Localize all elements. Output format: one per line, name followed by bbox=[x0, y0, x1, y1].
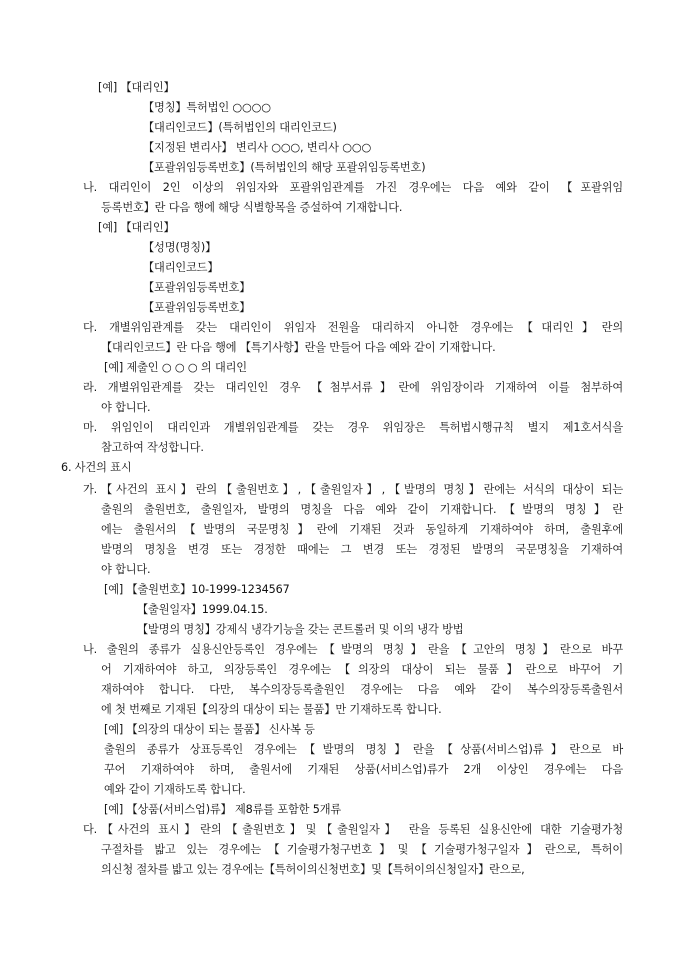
paragraph-ga-line-4: 발명의 명칭을 변경 또는 경정한 때에는 그 변경 또는 경정된 발명의 국문명칭을 기재하여 bbox=[101, 543, 623, 556]
paragraph-ga-line-5: 야 합니다. bbox=[101, 563, 151, 576]
section-heading-6: 6. 사건의 표시 bbox=[61, 461, 132, 474]
paragraph-da2-line-2: 구절차를 밟고 있는 경우에는【기술평가청구번호】및【기술평가청구일자】란으로, 특허이 bbox=[101, 843, 623, 856]
example-goods-class: [예] 【상품(서비스업)류】 제8류를 포함한 5개류 bbox=[104, 803, 342, 816]
paragraph-na-line-2: 등록번호】란 다음 행에 해당 식별항목을 증설하여 기재합니다. bbox=[101, 201, 403, 214]
example-application-number: [예] 【출원번호】10-1999-1234567 bbox=[104, 583, 290, 596]
example-invention-title: 【발명의 명칭】강제식 냉각기능을 갖는 콘트롤러 및 이의 냉각 방법 bbox=[137, 623, 464, 636]
field-general-power-number-2: 【포괄위임등록번호】 bbox=[143, 281, 251, 294]
paragraph-trademark-line-3: 예와 같이 기재하도록 합니다. bbox=[104, 783, 246, 796]
paragraph-ga-line-2: 출원의 출원번호, 출원일자, 발명의 명칭을 다음 예와 같이 기재합니다.【발명의 명칭】란 bbox=[101, 503, 623, 516]
field-agent-code: 【대리인코드】(특허법인의 대리인코드) bbox=[143, 121, 337, 134]
field-name-title: 【성명(명칭)】 bbox=[143, 241, 217, 254]
example-label-agent: [예] 【대리인】 bbox=[98, 81, 175, 94]
paragraph-da2-line-3: 의신청 절차를 밟고 있는 경우에는【특허이의신청번호】및【특허이의신청일자】란으로, bbox=[101, 863, 525, 876]
paragraph-da2-line-1: 다.【사건의 표시】란의【출원번호】및【출원일자】 란을 등록된 실용신안에 대한 기술평가청 bbox=[83, 823, 623, 836]
paragraph-ga-line-3: 에는 출원서의【발명의 국문명칭】란에 기재된 것과 동일하게 기재하여야 하며, 출원후에 bbox=[101, 523, 623, 536]
example-label-agent-2: [예] 【대리인】 bbox=[98, 221, 175, 234]
paragraph-ra-line-2: 야 합니다. bbox=[101, 401, 151, 414]
field-general-power-number: 【포괄위임등록번호】(특허법인의 해당 포괄위임등록번호) bbox=[143, 161, 426, 174]
field-general-power-number-3: 【포괄위임등록번호】 bbox=[143, 301, 251, 314]
paragraph-na-line-1: 나. 대리인이 2인 이상의 위임자와 포괄위임관계를 가진 경우에는 다음 예와 같이 【포괄위임 bbox=[83, 181, 623, 194]
example-application-date: 【출원일자】1999.04.15. bbox=[137, 603, 268, 616]
paragraph-da-line-1: 다. 개별위임관계를 갖는 대리인이 위임자 전원을 대리하지 아니한 경우에는【대리인】란의 bbox=[83, 321, 623, 334]
field-name: 【명칭】특허법인 ○○○○ bbox=[143, 101, 271, 114]
paragraph-na2-line-3: 재하여야 합니다. 다만, 복수의장등록출원인 경우에는 다음 예와 같이 복수의장등록출원서 bbox=[101, 683, 623, 696]
example-submitter-agent: [예] 제출인 ○ ○ ○ 의 대리인 bbox=[104, 361, 247, 374]
paragraph-trademark-line-2: 꾸어 기재하여야 하며, 출원서에 기재된 상품(서비스업)류가 2개 이상인 경우에는 다음 bbox=[104, 763, 623, 776]
paragraph-ga-line-1: 가.【사건의 표시】란의【출원번호】,【출원일자】,【발명의 명칭】란에는 서식의 대상이 되는 bbox=[83, 483, 623, 496]
paragraph-ra-line-1: 라. 개별위임관계를 갖는 대리인인 경우 【첨부서류】란에 위임장이라 기재하여 이를 첨부하여 bbox=[83, 381, 623, 394]
paragraph-da-line-2: 【대리인코드】란 다음 행에 【특기사항】란을 만들어 다음 예와 같이 기재합니다. bbox=[101, 341, 496, 354]
example-design-article: [예] 【의장의 대상이 되는 물품】 신사복 등 bbox=[104, 723, 315, 736]
field-agent-code-2: 【대리인코드】 bbox=[143, 261, 219, 274]
field-designated-attorney: 【지정된 변리사】 변리사 ○○○, 변리사 ○○○ bbox=[143, 141, 372, 154]
paragraph-ma-line-1: 마. 위임인이 대리인과 개별위임관계를 갖는 경우 위임장은 특허법시행규칙 별지 제1호서식을 bbox=[83, 421, 623, 434]
paragraph-ma-line-2: 참고하여 작성합니다. bbox=[101, 441, 204, 454]
paragraph-na2-line-4: 에 첫 번째로 기재된【의장의 대상이 되는 물품】만 기재하도록 합니다. bbox=[101, 703, 442, 716]
paragraph-trademark-line-1: 출원의 종류가 상표등록인 경우에는【발명의 명칭】란을【상품(서비스업)류】란으로 바 bbox=[104, 743, 623, 756]
paragraph-na2-line-1: 나. 출원의 종류가 실용신안등록인 경우에는【발명의 명칭】란을【고안의 명칭】란으로 바꾸 bbox=[83, 643, 623, 656]
paragraph-na2-line-2: 어 기재하여야 하고, 의장등록인 경우에는【의장의 대상이 되는 물품】란으로 바꾸어 기 bbox=[101, 663, 623, 676]
